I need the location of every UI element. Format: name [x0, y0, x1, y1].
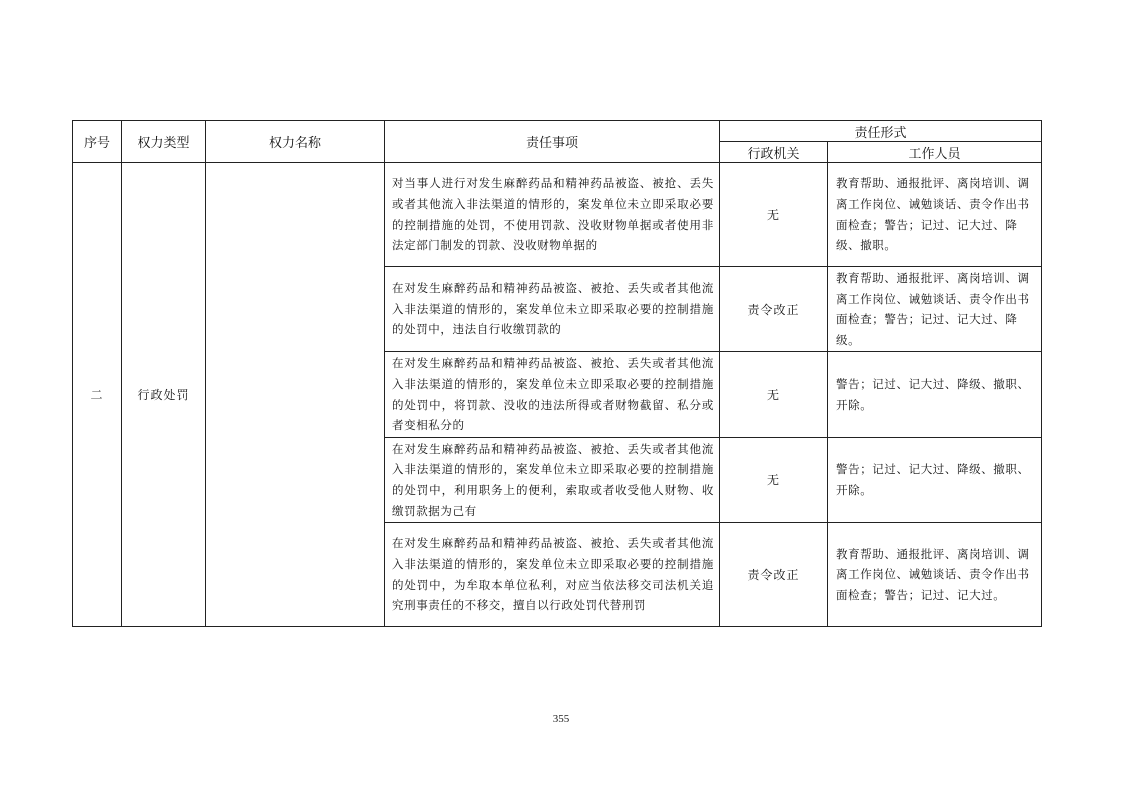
staff-cell: 教育帮助、通报批评、离岗培训、调离工作岗位、诫勉谈话、责令作出书面检查；警告；记过、记大过、降级。	[828, 267, 1042, 352]
header-agency: 行政机关	[720, 142, 828, 163]
staff-cell: 教育帮助、通报批评、离岗培训、调离工作岗位、诫勉谈话、责令作出书面检查；警告；记过、记大过、降级、撤职。	[828, 163, 1042, 267]
header-seq: 序号	[73, 121, 122, 163]
responsibility-cell: 在对发生麻醉药品和精神药品被盗、被抢、丢失或者其他流入非法渠道的情形的，案发单位未立即采取必要的控制措施的处罚中，将罚款、没收的违法所得或者财物截留、私分或者变相私分的	[385, 352, 720, 437]
table-body	[73, 163, 1042, 627]
group-seq: 二	[73, 163, 122, 627]
agency-cell: 无	[720, 437, 828, 522]
responsibility-table	[72, 120, 1042, 627]
responsibility-cell: 在对发生麻醉药品和精神药品被盗、被抢、丢失或者其他流入非法渠道的情形的，案发单位未立即采取必要的控制措施的处罚中，利用职务上的便利，索取或者收受他人财物、收缴罚款据为己有	[385, 437, 720, 522]
staff-cell: 警告；记过、记大过、降级、撤职、开除。	[828, 437, 1042, 522]
agency-cell: 责令改正	[720, 267, 828, 352]
agency-cell: 无	[720, 163, 828, 267]
header-staff: 工作人员	[828, 142, 1042, 163]
responsibility-cell: 对当事人进行对发生麻醉药品和精神药品被盗、被抢、丢失或者其他流入非法渠道的情形的，案发单位未立即采取必要的控制措施的处罚，不使用罚款、没收财物单据或者使用非法定部门制发的罚款、没收财物单据的	[385, 163, 720, 267]
table-row	[73, 163, 1042, 267]
header-power-name: 权力名称	[206, 121, 385, 163]
table-header	[73, 121, 1042, 163]
staff-cell: 警告；记过、记大过、降级、撤职、开除。	[828, 352, 1042, 437]
header-power-type: 权力类型	[122, 121, 206, 163]
group-power-type: 行政处罚	[122, 163, 206, 627]
responsibility-cell: 在对发生麻醉药品和精神药品被盗、被抢、丢失或者其他流入非法渠道的情形的，案发单位未立即采取必要的控制措施的处罚中，违法自行收缴罚款的	[385, 267, 720, 352]
agency-cell: 无	[720, 352, 828, 437]
page-number: 355	[552, 713, 570, 725]
header-responsibility: 责任事项	[385, 121, 720, 163]
responsibility-cell: 在对发生麻醉药品和精神药品被盗、被抢、丢失或者其他流入非法渠道的情形的，案发单位未立即采取必要的控制措施的处罚中，为牟取本单位私利，对应当依法移交司法机关追究刑事责任的不移交，擅自以行政处罚代替刑罚	[385, 523, 720, 627]
staff-cell: 教育帮助、通报批评、离岗培训、调离工作岗位、诫勉谈话、责令作出书面检查；警告；记过、记大过。	[828, 523, 1042, 627]
agency-cell: 责令改正	[720, 523, 828, 627]
header-responsibility-form: 责任形式	[720, 121, 1042, 142]
group-power-name	[206, 163, 385, 627]
